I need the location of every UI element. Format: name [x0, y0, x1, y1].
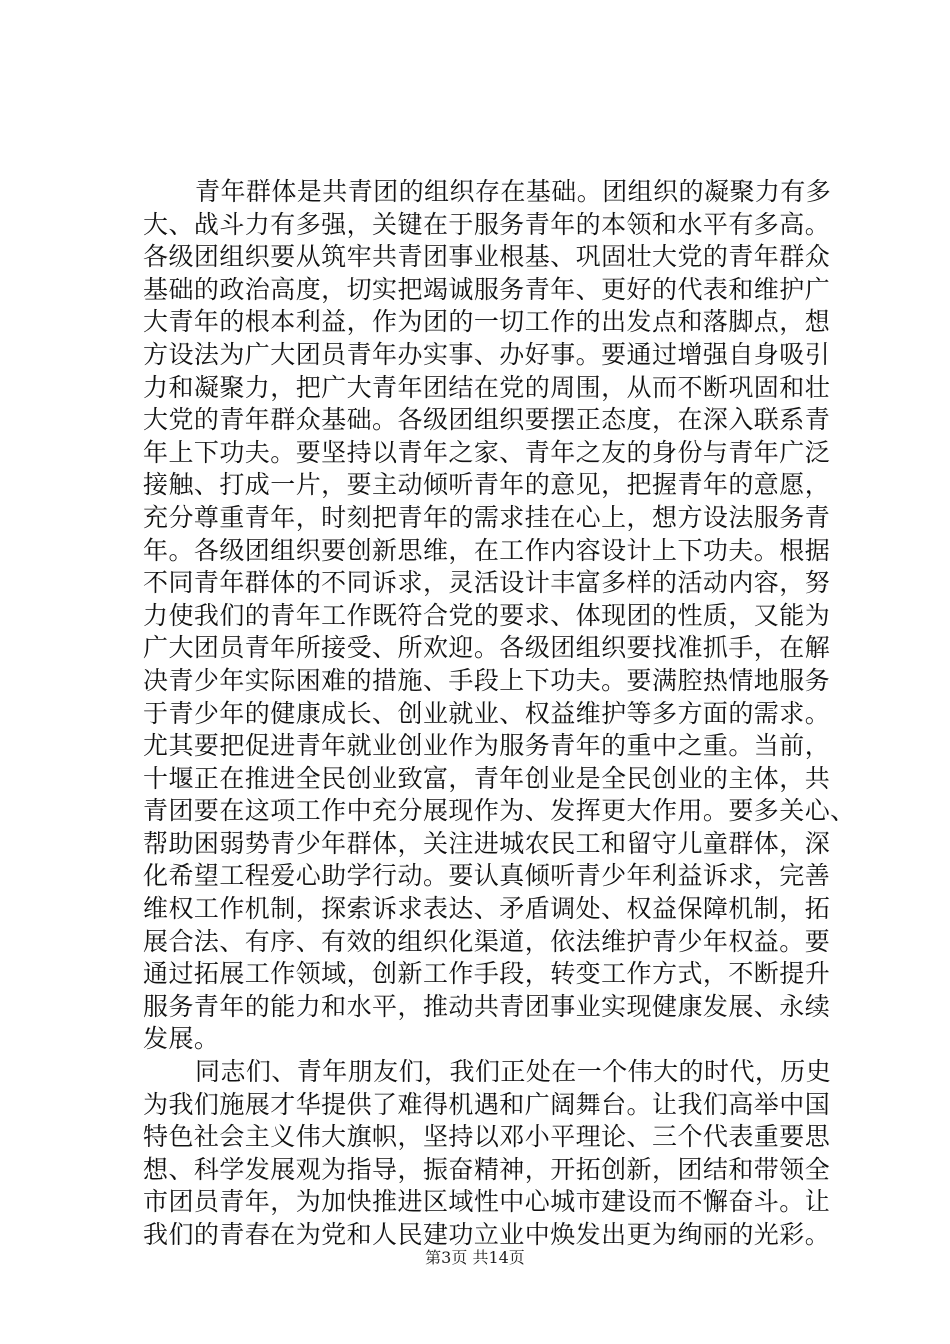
- text-line: 不同青年群体的不同诉求，灵活设计丰富多样的活动内容，努: [143, 568, 831, 598]
- text-line: 特色社会主义伟大旗帜，坚持以邓小平理论、三个代表重要思: [143, 1122, 831, 1152]
- page-number-footer: 第3页 共14页: [425, 1248, 525, 1267]
- text-line: 决青少年实际困难的措施、手段上下功夫。要满腔热情地服务: [143, 665, 831, 695]
- text-line: 大青年的根本利益，作为团的一切工作的出发点和落脚点，想: [143, 307, 831, 337]
- text-line: 充分尊重青年，时刻把青年的需求挂在心上，想方设法服务青: [143, 502, 831, 532]
- text-line: 想、科学发展观为指导，振奋精神，开拓创新，团结和带领全: [143, 1154, 831, 1184]
- paragraph-2: [143, 1056, 833, 1252]
- text-line: 我们的青春在为党和人民建功立业中焕发出更为绚丽的光彩。: [143, 1220, 831, 1249]
- text-line: 化希望工程爱心助学行动。要认真倾听青少年利益诉求，完善: [143, 861, 831, 891]
- text-line: 青团要在这项工作中充分展现作为、发挥更大作用。要多关心、: [143, 796, 856, 826]
- text-line: 年上下功夫。要坚持以青年之家、青年之友的身份与青年广泛: [143, 437, 831, 467]
- text-line: 为我们施展才华提供了难得机遇和广阔舞台。让我们高举中国: [143, 1089, 831, 1119]
- text-line: 广大团员青年所接受、所欢迎。各级团组织要找准抓手，在解: [143, 633, 831, 663]
- text-line: 力和凝聚力，把广大青年团结在党的周围，从而不断巩固和壮: [143, 372, 831, 402]
- text-line: 发展。: [143, 1024, 220, 1054]
- text-line: 青年群体是共青团的组织存在基础。团组织的凝聚力有多: [195, 177, 832, 206]
- text-line: 于青少年的健康成长、创业就业、权益维护等多方面的需求。: [143, 698, 831, 728]
- text-line: 市团员青年，为加快推进区域性中心城市建设而不懈奋斗。让: [143, 1187, 831, 1217]
- text-line: 力使我们的青年工作既符合党的要求、体现团的性质，又能为: [143, 600, 831, 630]
- text-line: 接触、打成一片，要主动倾听青年的意见，把握青年的意愿，: [143, 470, 831, 500]
- text-line: 大、战斗力有多强，关键在于服务青年的本领和水平有多高。: [143, 209, 831, 239]
- text-line: 十堰正在推进全民创业致富，青年创业是全民创业的主体，共: [143, 763, 831, 793]
- text-line: 基础的政治高度，切实把竭诚服务青年、更好的代表和维护广: [143, 274, 831, 304]
- text-line: 年。各级团组织要创新思维，在工作内容设计上下功夫。根据: [143, 535, 831, 565]
- text-line: 维权工作机制，探索诉求表达、矛盾调处、权益保障机制，拓: [143, 894, 831, 924]
- text-line: 尤其要把促进青年就业创业作为服务青年的重中之重。当前，: [143, 731, 831, 761]
- text-line: 通过拓展工作领域，创新工作手段，转变工作方式，不断提升: [143, 959, 831, 989]
- text-line: 大党的青年群众基础。各级团组织要摆正态度，在深入联系青: [143, 405, 831, 435]
- text-line: 服务青年的能力和水平，推动共青团事业实现健康发展、永续: [143, 991, 831, 1021]
- paragraph-1: [143, 176, 856, 1056]
- text-line: 各级团组织要从筑牢共青团事业根基、巩固壮大党的青年群众: [143, 242, 831, 272]
- text-line: 同志们、青年朋友们，我们正处在一个伟大的时代，历史: [195, 1057, 832, 1087]
- document-body: [143, 176, 856, 1252]
- text-line: 展合法、有序、有效的组织化渠道，依法维护青少年权益。要: [143, 926, 831, 956]
- text-line: 方设法为广大团员青年办实事、办好事。要通过增强自身吸引: [143, 339, 831, 369]
- text-line: 帮助困弱势青少年群体，关注进城农民工和留守儿童群体，深: [143, 828, 831, 858]
